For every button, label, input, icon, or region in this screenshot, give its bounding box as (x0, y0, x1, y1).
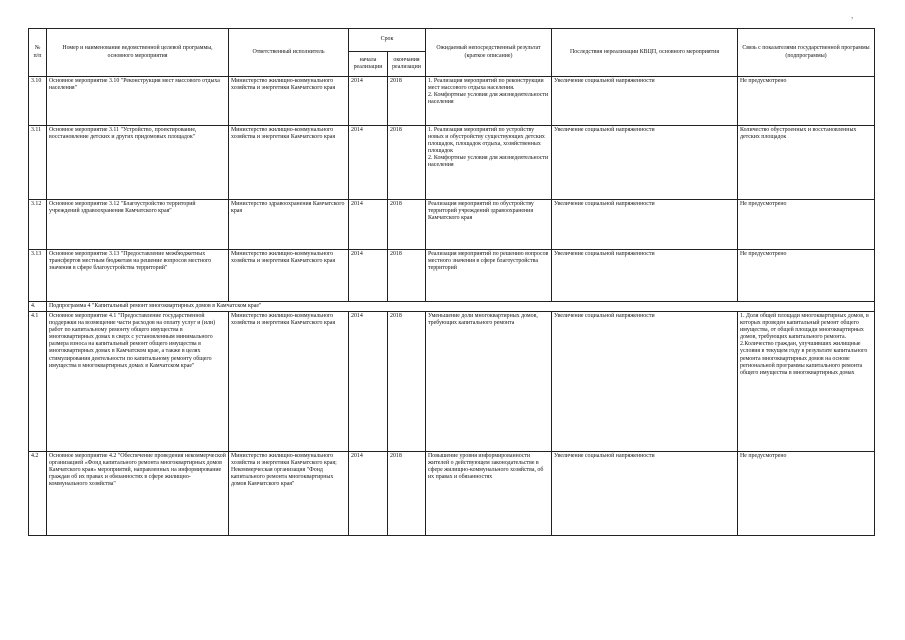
row-result: 1. Реализация мероприятий по устройству новых и обустройству существующих детских площадок, площадок отдыха, хозяйственных площадок 2. Комфортные условия для жизнедеятельности населения (426, 126, 552, 200)
row-num: 3.13 (29, 250, 47, 302)
row-link: Количество обустроенных и восстановленных детских площадок (738, 126, 875, 200)
header-term: Срок (349, 29, 426, 52)
row-name: Основное мероприятие 3.11 "Устройство, проектирование, восстановление детских и других придомовых площадок" (47, 126, 229, 200)
row-link: Не предусмотрено (738, 452, 875, 536)
header-result: Ожидаемый непосредственный результат (краткое описание) (426, 29, 552, 77)
row-end-year: 2018 (388, 77, 426, 126)
row-link: Не предусмотрено (738, 200, 875, 250)
row-result: Реализация мероприятий по решению вопросов местного значения в сфере благоустройства территорий (426, 250, 552, 302)
header-start: начала реализации (349, 52, 388, 77)
row-start-year: 2014 (349, 77, 388, 126)
row-name: Основное мероприятие 4.1 "Предоставление государственной поддержки на возмещение части расходов на оплату услуг и (или) работ по капитальному ремонту общего имущества в многоквартирных домах в сверх с установленным минимального размера взноса на капитальный ремонт общего имущества в многоквартирных домах в Камчатском крае, а также в целях стимулирования деятельности по капитальному ремонту общего имущества в многоквартирных домах в Камчатском крае" (47, 312, 229, 452)
header-name: Номер и наименование ведомственной целевой программы, основного мероприятия (47, 29, 229, 77)
row-num: 4.2 (29, 452, 47, 536)
row-end-year: 2018 (388, 312, 426, 452)
row-result: 1. Реализация мероприятий по реконструкции мест массового отдыха населения. 2. Комфортные условия для жизнедеятельности населения (426, 77, 552, 126)
row-responsible: Министерство здравоохранения Камчатского края (229, 200, 349, 250)
row-name: Основное мероприятие 3.13 "Предоставление межбюджетных трансфертов местным бюджетам на решение вопросов местного значения в сфере благоустройства территорий" (47, 250, 229, 302)
row-num: 3.10 (29, 77, 47, 126)
row-name: Основное мероприятие 3.10 "Реконструкция мест массового отдыха населения" (47, 77, 229, 126)
row-responsible: Министерство жилищно-коммунального хозяйства и энергетики Камчатского края; Некоммерческая организация "Фонд капитального ремонта многоквартирных домов Камчатского края" (229, 452, 349, 536)
row-result: Уменьшение доли многоквартирных домов, требующих капитального ремонта (426, 312, 552, 452)
row-end-year: 2018 (388, 200, 426, 250)
row-result: Реализация мероприятий по обустройству территорий учреждений здравоохранения Камчатского края (426, 200, 552, 250)
table-row (29, 200, 875, 250)
row-link: Не предусмотрено (738, 250, 875, 302)
subprogram-title: Подпрограмма 4 "Капитальный ремонт многоквартирных домов в Камчатском крае" (47, 302, 875, 312)
header-row (29, 29, 875, 52)
subprogram-row (29, 302, 875, 312)
table-row (29, 126, 875, 200)
row-start-year: 2014 (349, 200, 388, 250)
row-responsible: Министерство жилищно-коммунального хозяйства и энергетики Камчатского края (229, 126, 349, 200)
row-end-year: 2018 (388, 452, 426, 536)
row-consequences: Увеличение социальной напряженности (552, 200, 738, 250)
table-row (29, 77, 875, 126)
row-start-year: 2014 (349, 250, 388, 302)
page-corner-mark: , (851, 10, 854, 20)
row-start-year: 2014 (349, 452, 388, 536)
row-link: Не предусмотрено (738, 77, 875, 126)
row-consequences: Увеличение социальной напряженности (552, 77, 738, 126)
program-activities-table (28, 28, 875, 536)
row-responsible: Министерство жилищно-коммунального хозяйства и энергетики Камчатского края (229, 77, 349, 126)
subprogram-num: 4. (29, 302, 47, 312)
row-consequences: Увеличение социальной напряженности (552, 126, 738, 200)
row-num: 3.12 (29, 200, 47, 250)
row-responsible: Министерство жилищно-коммунального хозяйства и энергетики Камчатского края (229, 312, 349, 452)
header-num: № п/п (29, 29, 47, 77)
row-num: 3.11 (29, 126, 47, 200)
row-name: Основное мероприятие 4.2 "Обеспечение проведения некоммерческой организацией «Фонд капитального ремонта многоквартирных домов Камчатского края» мероприятий, направленных на информирование граждан об их правах и обязанностях в сфере жилищно-коммунального хозяйства" (47, 452, 229, 536)
row-end-year: 2018 (388, 126, 426, 200)
header-end: окончания реализации (388, 52, 426, 77)
row-result: Повышение уровня информированности жителей о действующем законодательстве в сфере жилищно-коммунального хозяйства, об их правах и обязанностях (426, 452, 552, 536)
row-consequences: Увеличение социальной напряженности (552, 452, 738, 536)
table-row (29, 452, 875, 536)
header-link: Связь с показателями государственной программы (подпрограммы) (738, 29, 875, 77)
row-start-year: 2014 (349, 126, 388, 200)
table-row (29, 312, 875, 452)
header-responsible: Ответственный исполнитель (229, 29, 349, 77)
row-consequences: Увеличение социальной напряженности (552, 312, 738, 452)
header-consequences: Последствия нереализации КВЦП, основного мероприятия (552, 29, 738, 77)
row-name: Основное мероприятие 3.12 "Благоустройство территорий учреждений здравоохранения Камчатского края" (47, 200, 229, 250)
row-link: 1. Доля общей площади многоквартирных домов, в которых проведен капитальный ремонт общего имущества, от общей площади многоквартирных домов, требующих капитального ремонта. 2.Количество граждан, улучшивших жилищные условия в текущем году в результате капитального ремонта многоквартирных домов на основе региональной программы капитального ремонта общего имущества в многоквартирных домах (738, 312, 875, 452)
row-end-year: 2018 (388, 250, 426, 302)
row-num: 4.1 (29, 312, 47, 452)
row-consequences: Увеличение социальной напряженности (552, 250, 738, 302)
row-start-year: 2014 (349, 312, 388, 452)
row-responsible: Министерство жилищно-коммунального хозяйства и энергетики Камчатского края (229, 250, 349, 302)
table-row (29, 250, 875, 302)
